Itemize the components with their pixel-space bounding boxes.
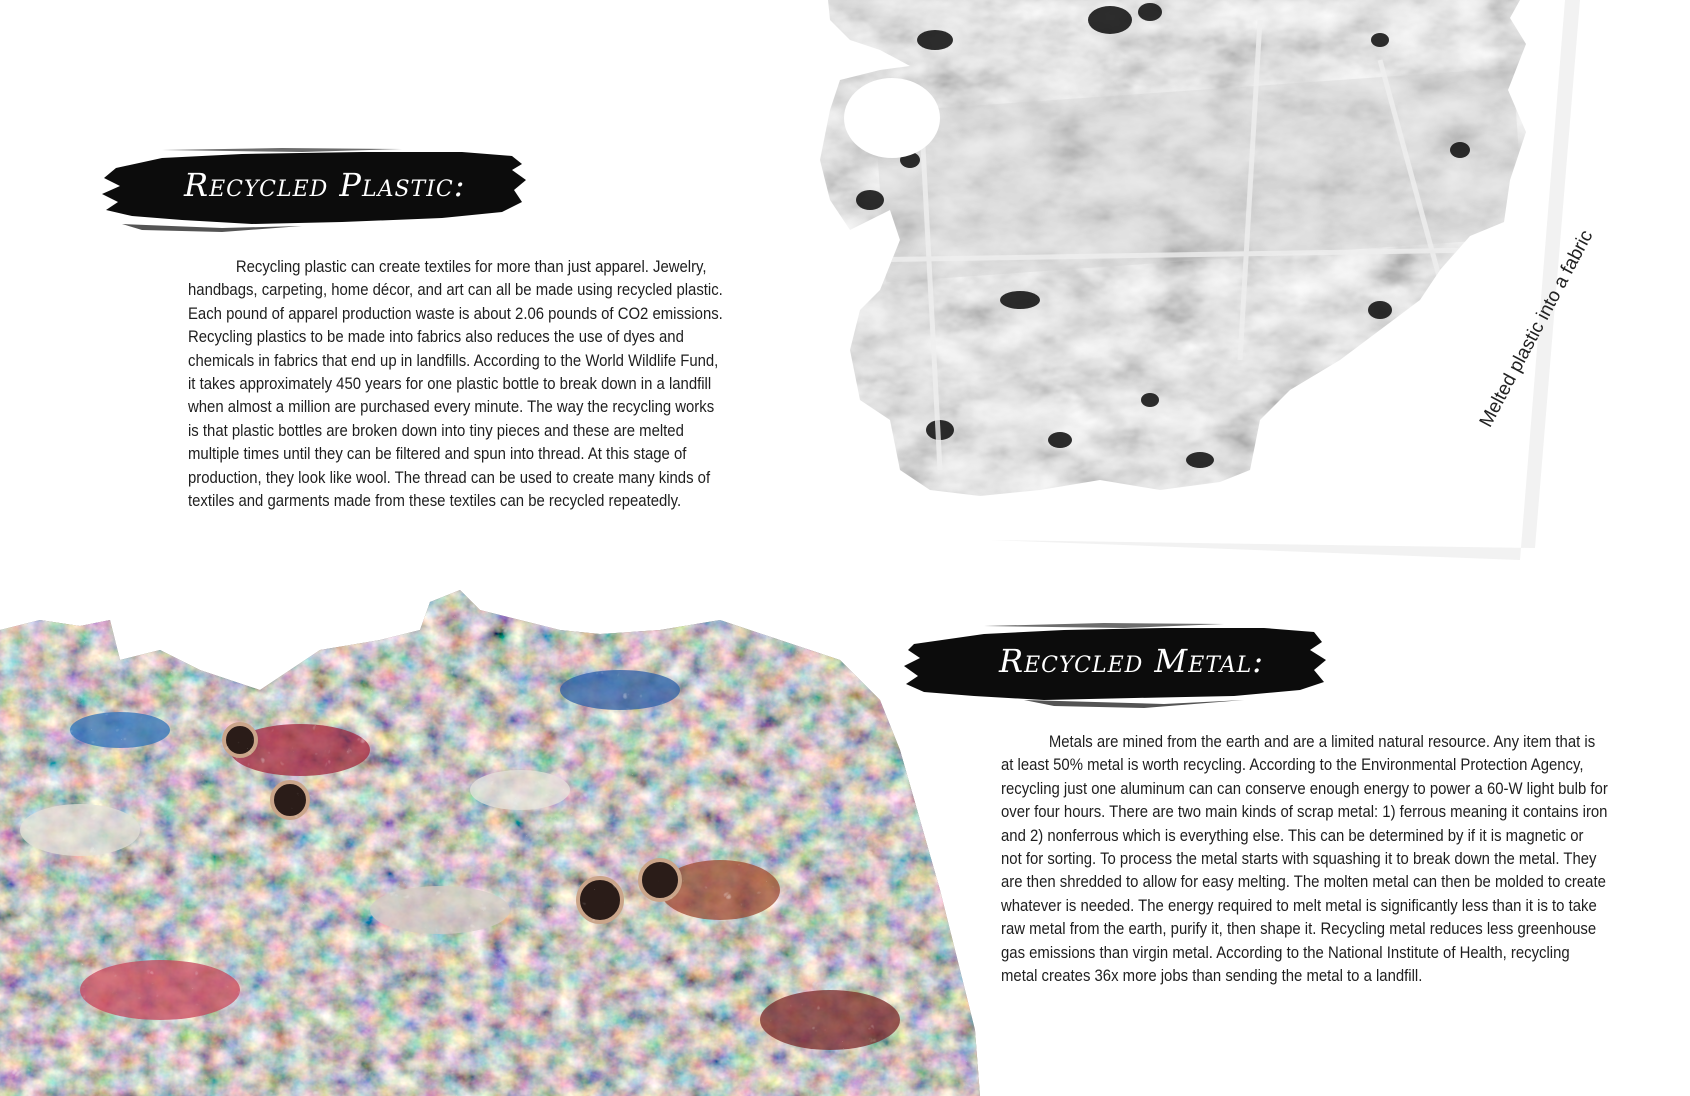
scrap-metal-photo <box>0 590 980 1096</box>
plastic-heading: Recycled Plastic: <box>184 166 466 204</box>
metal-heading-banner <box>904 620 1328 710</box>
melted-plastic-photo <box>820 0 1640 560</box>
metal-heading: Recycled Metal: <box>999 642 1265 680</box>
plastic-paragraph: Recycling plastic can create textiles for more than just apparel. Jewelry, handbags, carpeting, home décor, and art can all be made using recycled plastic. Each pound of apparel production waste is about 2.06 pounds of CO2 emissions. Recycling plastics to be made into fabrics also reduces the use of dyes and chemicals in fabrics that end up in landfills. According to the World Wildlife Fund, it takes approximately 450 years for one plastic bottle to break down in a landfill when almost a million are purchased every minute. The way the recycling works is that plastic bottles are broken down into tiny pieces and these are melted multiple times until they can be filtered and spun into thread. At this stage of production, they look like wool. The thread can be used to create many kinds of textiles and garments made from these textiles can be recycled repeatedly. <box>188 258 723 511</box>
plastic-heading-banner <box>102 146 528 234</box>
photo-caption: Melted plastic into a fabric <box>1475 226 1598 431</box>
metal-paragraph: Metals are mined from the earth and are a limited natural resource. Any item that is at least 50% metal is worth recycling. According to the Environmental Protection Agency, recycling just one aluminum can can conserve enough energy to power a 60-W light bulb for over four hours. There are two main kinds of scrap metal: 1) ferrous meaning it contains iron and 2) nonferrous which is everything else. This can be determined by if it is magnetic or not for sorting. To process the metal starts with squashing it to break down the metal. They are then shredded to allow for easy melting. The molten metal can then be molded to create whatever is needed. The energy required to melt metal is significantly less than it is to take raw metal from the earth, purify it, then shape it. Recycling metal reduces less greenhouse gas emissions than virgin metal. According to the National Institute of Health, recycling metal creates 36x more jobs than sending the metal to a landfill. <box>1001 733 1608 986</box>
